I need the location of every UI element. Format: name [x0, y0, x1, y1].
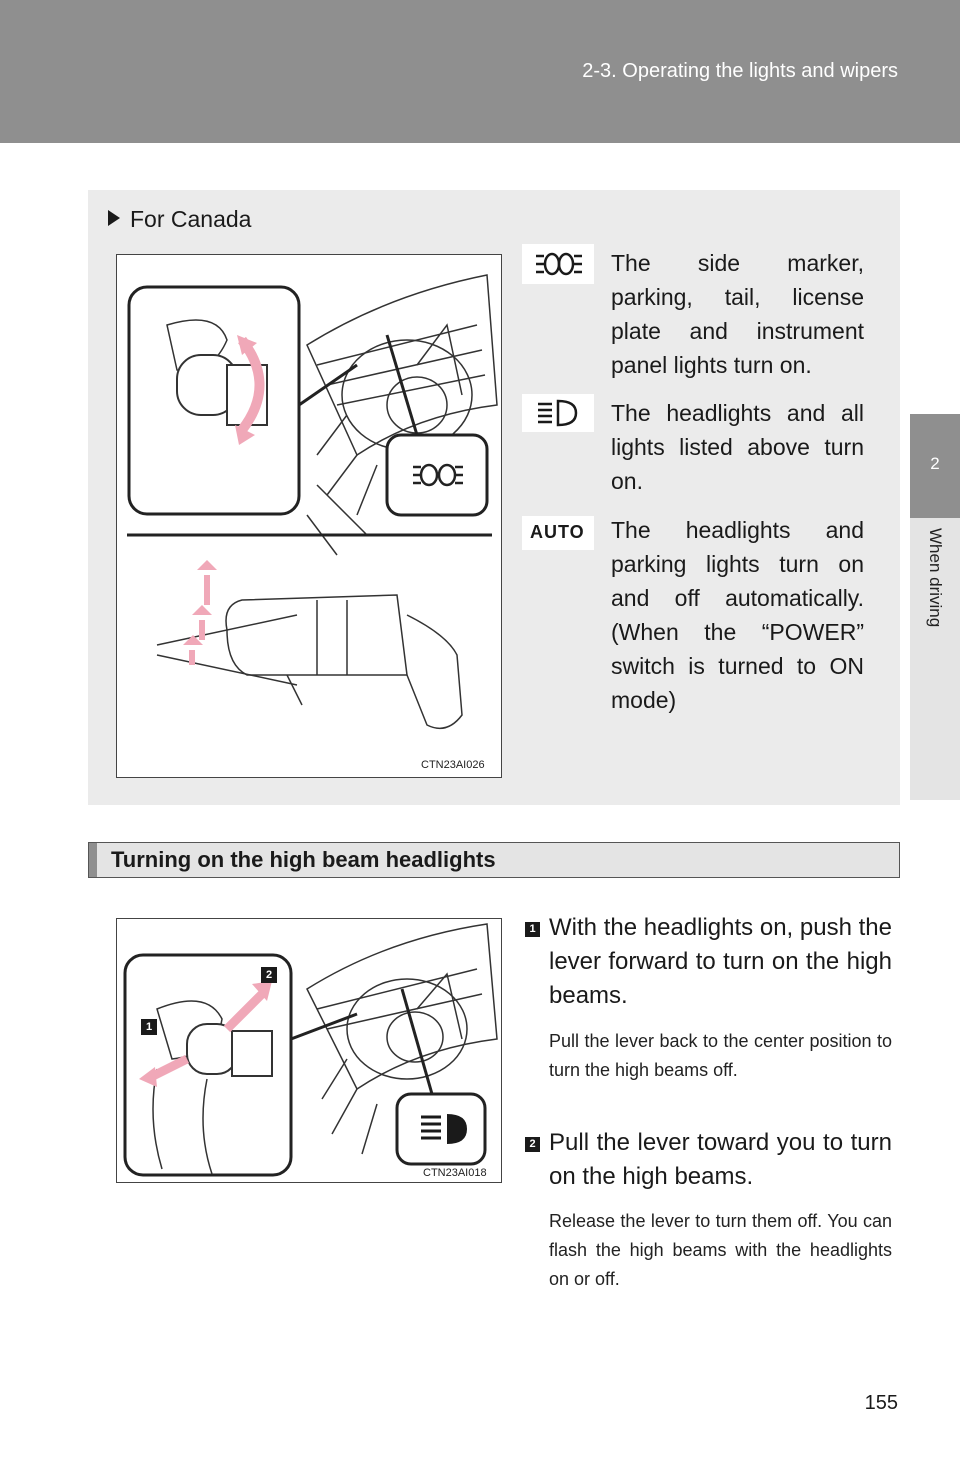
section-accent: [89, 843, 97, 877]
callout-2: 2: [265, 969, 273, 981]
auto-description: The headlights and parking lights turn on and off automatically. (When the “POWER” switch is turned to ON mode): [611, 517, 864, 713]
figure-code: CTN23AI026: [421, 759, 485, 771]
chapter-label: When driving: [926, 528, 945, 628]
figure-code: CTN23AI018: [423, 1167, 487, 1179]
step-marker-1: 1: [525, 922, 540, 937]
step-marker-2: 2: [525, 1137, 540, 1152]
step-2-text: Pull the lever toward you to turn on the high beams.: [549, 1129, 892, 1190]
parking-lights-icon: [522, 244, 594, 284]
headlight-icon: [522, 394, 594, 432]
parking-lights-description: The side marker, parking, tail, license plate and instrument panel lights turn on.: [611, 250, 864, 378]
step-1-text: With the headlights on, push the lever forward to turn on the high beams.: [549, 914, 892, 1009]
chapter-tab: [910, 414, 960, 518]
headlight-description: The headlights and all lights listed above turn on.: [611, 400, 864, 494]
page-header: [0, 0, 960, 143]
chapter-label-tab: [910, 518, 960, 800]
page-number: 155: [864, 1392, 898, 1414]
step-1-note: Pull the lever back to the center position to turn the high beams off.: [549, 1031, 892, 1080]
high-beam-illustration: [116, 918, 502, 1183]
lever-illustration-canada: [116, 254, 502, 778]
canada-heading: For Canada: [108, 206, 251, 233]
auto-icon-label: AUTO: [530, 522, 585, 542]
callout-1: 1: [145, 1021, 153, 1033]
chapter-number: 2: [930, 454, 940, 473]
step-2-note: Release the lever to turn them off. You can flash the high beams with the headlights on or off.: [549, 1211, 892, 1289]
triangle-bullet-icon: [108, 210, 120, 226]
section-heading-bar: [88, 842, 900, 878]
section-title: 2-3. Operating the lights and wipers: [582, 60, 898, 82]
auto-icon: [522, 516, 594, 550]
section-heading: Turning on the high beam headlights: [111, 847, 496, 872]
